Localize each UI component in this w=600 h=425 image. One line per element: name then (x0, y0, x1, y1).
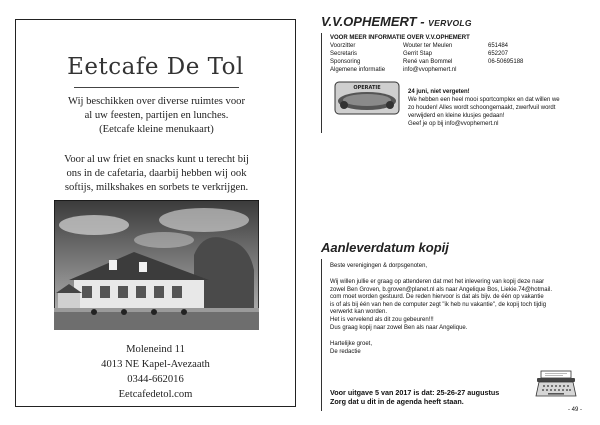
vv-ophemert-heading-main: V.V.OPHEMERT - (321, 14, 429, 29)
ad-intro-line: (Eetcafe kleine menukaart) (99, 124, 214, 135)
ad-address-street: Moleneind 11 (126, 344, 185, 355)
kopij-signature: De redactie (330, 348, 361, 355)
contact-name: Wouter ter Meulen (403, 43, 453, 49)
note-title: 24 juni, niet vergeten! (408, 89, 470, 95)
contact-role: Secretaris (330, 51, 358, 57)
ad-intro-line: Wij beschikken over diverse ruimtes voor (68, 96, 245, 107)
ad-address (16, 342, 295, 402)
contact-phone: 652207 (488, 51, 509, 57)
vv-ophemert-heading-sub: VERVOLG (428, 18, 472, 28)
ad-address-website: Eetcafedetol.com (118, 389, 193, 400)
ad-address-city: 4013 NE Kapel-Avezaath (101, 359, 210, 370)
kopij-heading: Aanleverdatum kopij (321, 240, 449, 255)
kopij-deadline: Voor uitgave 5 van 2017 is dat: 25-26-27 augustus (330, 388, 500, 397)
kopij-line: zowel Ben Groven, b.groven@planet.nl als naar Angelique Bos, Liekie.74@hotmail. (330, 286, 552, 293)
kopij-line: Wij willen jullie er graag op attenderen dat met het inlevering van kopij deze naar (330, 279, 545, 285)
kopij-closing: Hartelijke groet, (330, 341, 373, 347)
ad-body-line: softijs, milkshakes en sorbets te verkrijgen. (64, 182, 249, 193)
kopij-line: Dus graag kopij naar zowel Ben als naar Angelique. (330, 324, 468, 331)
contact-name: Gerrit Stap (403, 51, 433, 57)
kopij-line: com moet worden gestuurd. De reden hiervoor is dat als bijv. de één op vakantie (330, 294, 544, 301)
contact-info-block (321, 33, 581, 133)
kopij-line: Het is vervelend als dit zou gebeuren!!! (330, 317, 434, 323)
clean-up-note (408, 88, 580, 128)
note-line: Geef je op bij info@vvophemert.nl (408, 121, 499, 127)
contact-email: info@vvophemert.nl (403, 67, 457, 73)
typewriter-icon (535, 369, 577, 399)
contact-phone: 06-50695188 (488, 59, 524, 65)
contact-name: René van Bommel (403, 59, 453, 65)
operatie-schoon-logo (334, 81, 400, 115)
kopij-greeting: Beste verenigingen & dorpsgenoten, (330, 263, 428, 269)
ad-intro (36, 95, 277, 137)
ad-intro-line: al uw feesten, partijen en lunches. (84, 110, 229, 121)
ad-body (36, 153, 277, 195)
vv-ophemert-heading (321, 14, 472, 29)
kopij-line: verwerkt kan worden. (330, 309, 388, 316)
cafe-building-photo (54, 200, 259, 330)
ad-body-line: Voor al uw friet en snacks kunt u terecht bij (64, 154, 249, 165)
kopij-reminder: Zorg dat u dit in de agenda heeft staan. (330, 397, 464, 407)
note-line: zo houden! Alles wordt schoongemaakt, zwerfvuil wordt (408, 105, 556, 111)
kopij-line: is of als bij één van hen de computer zegt "ik heb nu vakantie", de kopij toch tijdig (330, 301, 547, 308)
eetcafe-advertisement (15, 19, 296, 407)
contact-role: Voorzitter (330, 43, 356, 49)
ad-title: Eetcafe De Tol (67, 54, 244, 80)
contact-role: Algemene informatie (330, 67, 386, 73)
note-line: verwijderd en kleine klusjes gedaan! (408, 113, 505, 119)
ad-title-rule (74, 87, 239, 88)
contact-info-title: VOOR MEER INFORMATIE OVER V.V.OPHEMERT (330, 35, 470, 41)
note-line: We hebben een heel mooi sportcomplex en dat willen we (408, 97, 560, 103)
kopij-block (321, 259, 581, 411)
logo-text: OPERATIE (353, 85, 381, 91)
contact-role: Sponsoring (330, 59, 361, 65)
ad-address-phone: 0344-662016 (127, 374, 184, 385)
ad-body-line: ons in de cafetaria, daarbij hebben wij ook (66, 168, 247, 179)
contact-phone: 651484 (488, 43, 509, 49)
page-number: - 49 - (568, 407, 583, 413)
